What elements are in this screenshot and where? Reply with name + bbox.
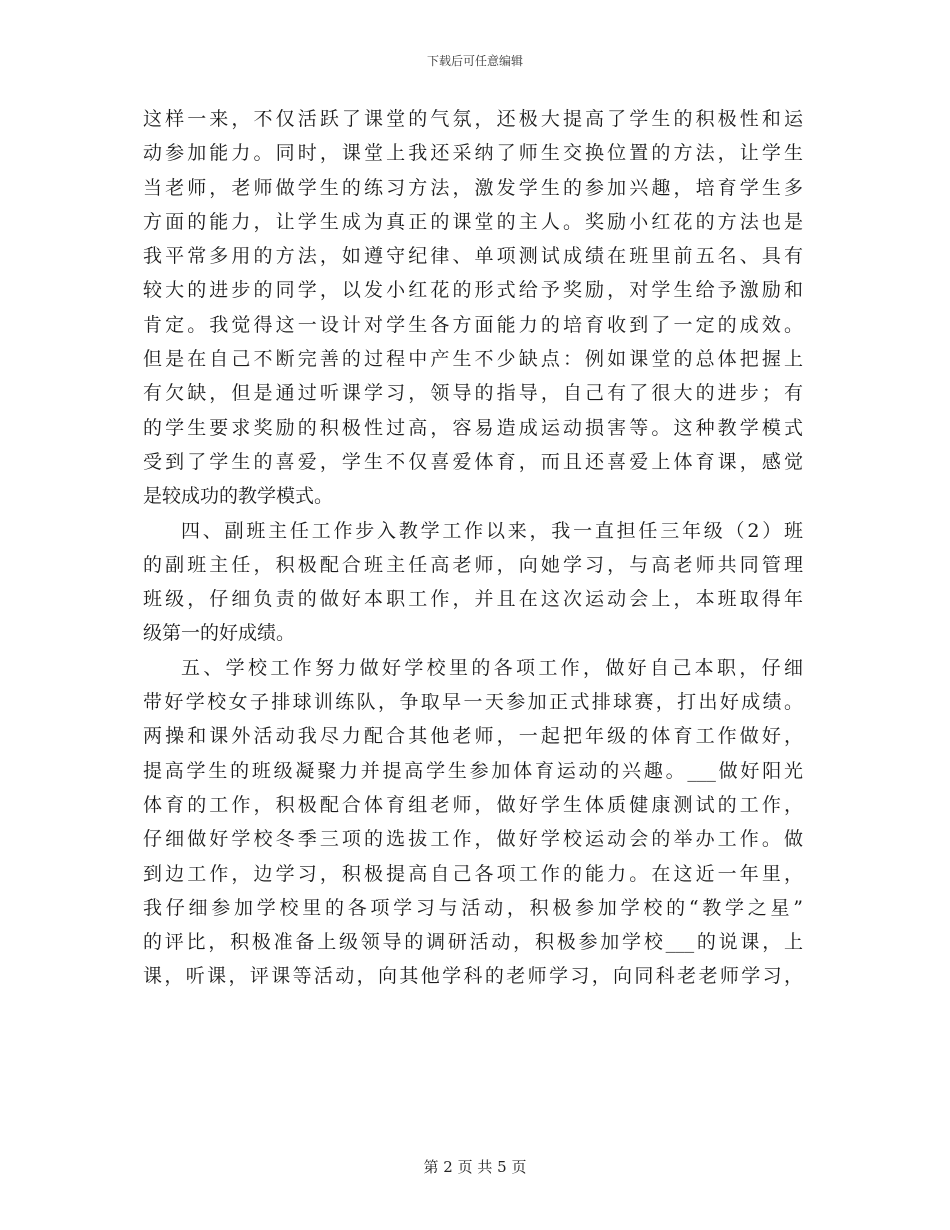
text-line: 是较成功的教学模式。 (143, 485, 334, 508)
document-body (143, 102, 803, 994)
text-line: 较大的进步的同学，以发小红花的形式给予奖励，对学生给予激励和 (143, 279, 803, 302)
text-line: 肯定。我觉得这一设计对学生各方面能力的培育收到了一定的成效。 (143, 313, 803, 336)
text-line: 的评比，积极准备上级领导的调研活动，积极参加学校___的说课，上 (143, 931, 803, 954)
text-line: 这样一来，不仅活跃了课堂的气氛，还极大提高了学生的积极性和运 (143, 108, 803, 130)
text-line: 但是在自己不断完善的过程中产生不少缺点：例如课堂的总体把握上 (143, 348, 803, 371)
text-line: 两操和课外活动我尽力配合其他老师，一起把年级的体育工作做好， (143, 725, 803, 748)
text-line: 受到了学生的喜爱，学生不仅喜爱体育，而且还喜爱上体育课，感觉 (143, 450, 803, 473)
text-line: 体育的工作，积极配合体育组老师，做好学生体质健康测试的工作， (143, 793, 803, 816)
text-line: 当老师，老师做学生的练习方法，激发学生的参加兴趣，培育学生多 (143, 176, 803, 199)
section-heading-line: 四、副班主任工作步入教学工作以来，我一直担任三年级（2）班 (181, 519, 803, 542)
text-line: 的副班主任，积极配合班主任高老师，向她学习，与高老师共同管理 (143, 553, 803, 576)
text-line: 课，听课，评课等活动，向其他学科的老师学习，向同科老老师学习， (143, 965, 803, 988)
page-number: 第 2 页 共 5 页 (423, 1158, 527, 1176)
text-line: 我平常多用的方法，如遵守纪律、单项测试成绩在班里前五名、具有 (143, 245, 803, 268)
text-line: 我仔细参加学校里的各项学习与活动，积极参加学校的“教学之星” (143, 896, 803, 919)
text-line: 动参加能力。同时，课堂上我还采纳了师生交换位置的方法，让学生 (143, 142, 803, 165)
text-line: 有欠缺，但是通过听课学习，领导的指导，自己有了很大的进步；有 (143, 382, 803, 405)
text-line: 方面的能力，让学生成为真正的课堂的主人。奖励小红花的方法也是 (143, 210, 803, 233)
section-heading-line: 五、学校工作努力做好学校里的各项工作，做好自己本职，仔细 (181, 656, 803, 679)
text-line: 仔细做好学校冬季三项的选拔工作，做好学校运动会的举办工作。做 (143, 828, 803, 851)
text-line: 带好学校女子排球训练队，争取早一天参加正式排球赛，打出好成绩。 (143, 691, 803, 714)
page-header: 下载后可任意编辑 (426, 54, 523, 68)
text-line: 提高学生的班级凝聚力并提高学生参加体育运动的兴趣。___做好阳光 (143, 759, 803, 782)
text-line: 级第一的好成绩。 (143, 622, 296, 645)
text-line: 的学生要求奖励的积极性过高，容易造成运动损害等。这种教学模式 (143, 416, 803, 439)
text-line: 班级，仔细负责的做好本职工作，并且在这次运动会上，本班取得年 (143, 588, 803, 611)
text-line: 到边工作，边学习，积极提高自己各项工作的能力。在这近一年里， (143, 862, 803, 885)
